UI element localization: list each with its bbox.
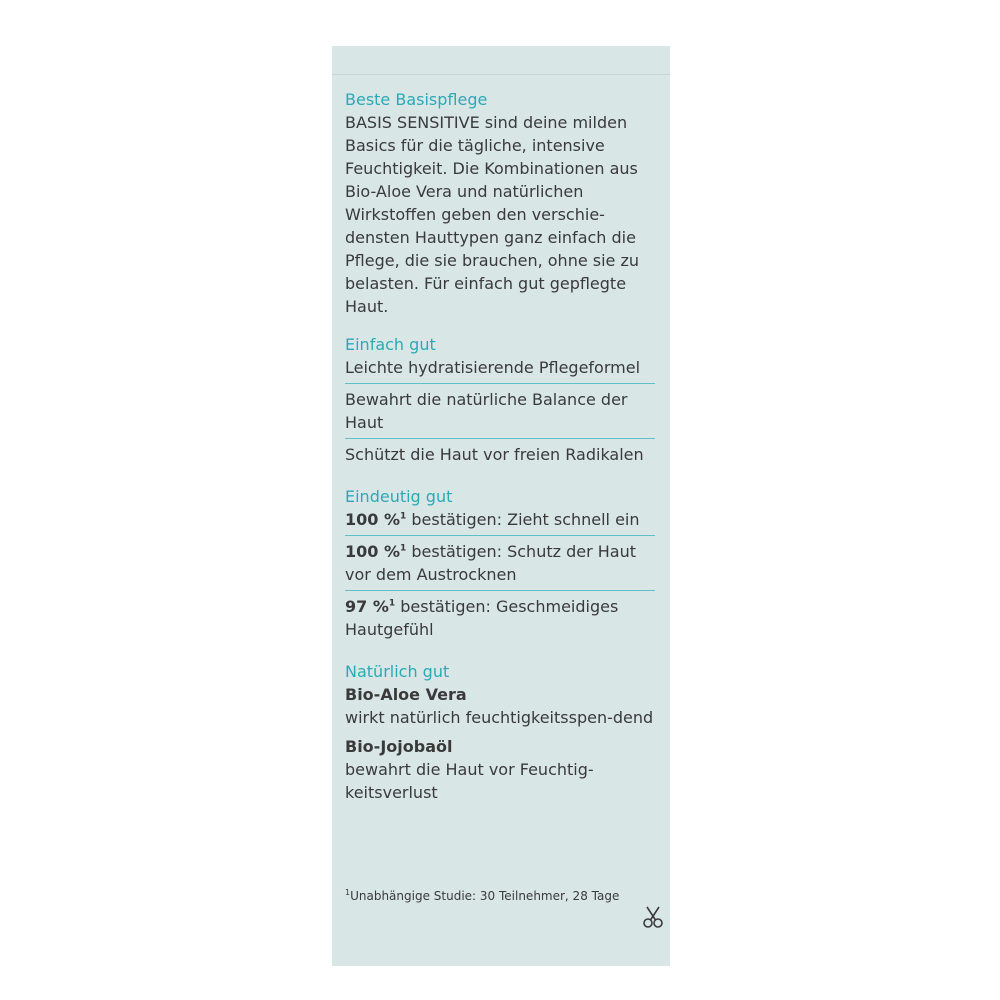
list-item — [345, 595, 655, 645]
claim-text: bestätigen: Geschmeidiges Hautgefühl — [345, 597, 619, 639]
eindeutig-section — [345, 485, 655, 645]
einfach-heading: Einfach gut — [345, 335, 436, 354]
percent-value: 100 %$^1$ — [345, 542, 407, 561]
eindeutig-heading: Eindeutig gut — [345, 487, 453, 506]
claim-text: bestätigen: Zieht schnell ein — [406, 510, 640, 529]
ingredient-desc: wirkt natürlich feuchtigkeitsspen-dend — [345, 708, 654, 727]
list-item: Leichte hydratisierende Pflegeformel — [345, 356, 655, 384]
percent-value: 97 %$^1$ — [345, 597, 396, 616]
ingredient — [345, 735, 655, 804]
footnote-text: Unabhängige Studie: 30 Teilnehmer, 28 Tage — [350, 889, 620, 903]
intro-heading: Beste Basispflege — [345, 90, 488, 109]
list-item: Bewahrt die natürliche Balance der Haut — [345, 388, 655, 439]
percent-value: 100 %$^1$ — [345, 510, 407, 529]
ingredient — [345, 683, 655, 729]
natuerlich-heading: Natürlich gut — [345, 662, 450, 681]
natuerlich-section — [345, 660, 655, 804]
footnote — [345, 888, 619, 903]
panel-fold-line — [332, 46, 670, 75]
claim-text: bestätigen: Schutz der Haut vor dem Austrocknen — [345, 542, 637, 584]
ingredient-desc: bewahrt die Haut vor Feuchtig-keitsverlust — [345, 760, 594, 802]
scissors-icon — [640, 904, 666, 930]
ingredient-name: Bio-Jojobaöl — [345, 737, 453, 756]
einfach-section — [345, 333, 655, 470]
ingredient-name: Bio-Aloe Vera — [345, 685, 467, 704]
footnote-marker: 1 — [345, 888, 351, 897]
intro-section — [345, 88, 655, 318]
package-text — [345, 88, 655, 810]
list-item — [345, 540, 655, 591]
list-item — [345, 508, 655, 536]
intro-text: BASIS SENSITIVE sind deine milden Basics für die tägliche, intensive Feuchtigkeit. Die Kombinationen aus Bio-Aloe Vera und natürlichen Wirkstoffen geben den verschie-densten Hauttypen ganz einfach die Pflege, die sie brauchen, ohne sie zu belasten. Für einfach gut gepflegte Haut. — [345, 113, 640, 316]
list-item: Schützt die Haut vor freien Radikalen — [345, 445, 644, 464]
